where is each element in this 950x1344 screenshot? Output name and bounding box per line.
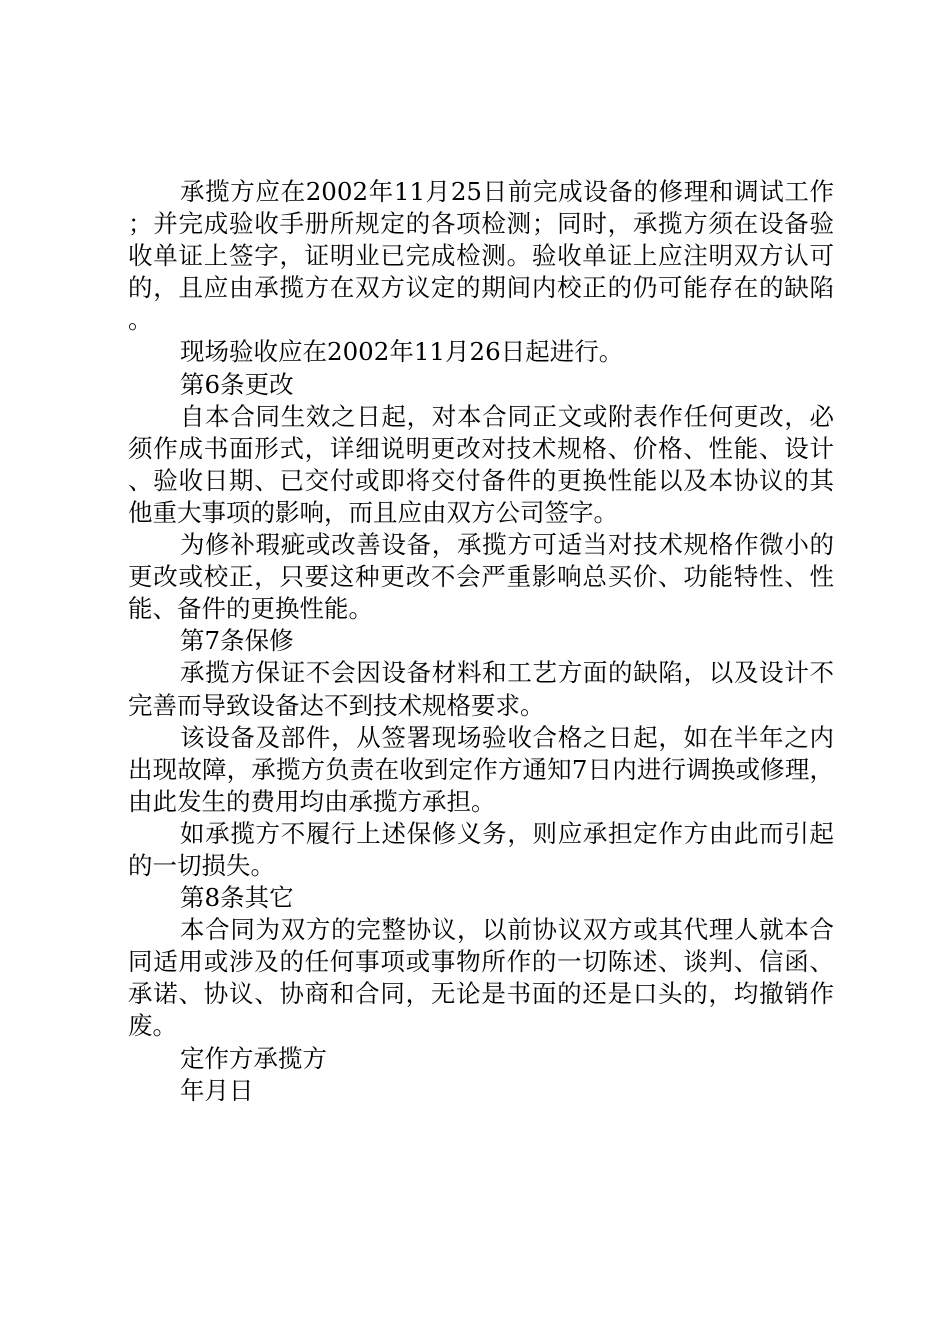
paragraph-minor-changes: 为修补瑕疵或改善设备，承揽方可适当对技术规格作微小的更改或校正，只要这种更改不会严重影响总买价、功能特性、性能、备件的更换性能。 [128, 530, 834, 624]
heading-article-6: 第6条更改 [180, 369, 294, 399]
signature-parties: 定作方承揽方 [180, 1043, 327, 1073]
paragraph-warranty-period: 该设备及部件，从签署现场验收合格之日起，如在半年之内出现故障，承揽方负责在收到定作方通知7日内进行调换或修理，由此发生的费用均由承揽方承担。 [128, 722, 834, 816]
paragraph-acceptance-deadline: 承揽方应在2002年11月25日前完成设备的修理和调试工作；并完成验收手册所规定的各项检测；同时，承揽方须在设备验收单证上签字，证明业已完成检测。验收单证上应注明双方认可的，且应由承揽方在双方议定的期间内校正的仍可能存在的缺陷。 [128, 177, 834, 335]
paragraph-warranty-liability: 如承揽方不履行上述保修义务，则应承担定作方由此而引起的一切损失。 [128, 818, 834, 880]
paragraph-entire-agreement: 本合同为双方的完整协议，以前协议双方或其代理人就本合同适用或涉及的任何事项或事物所作的一切陈述、谈判、信函、承诺、协议、协商和合同，无论是书面的还是口头的，均撤销作废。 [128, 915, 834, 1041]
paragraph-site-acceptance: 现场验收应在2002年11月26日起进行。 [180, 337, 624, 367]
document-body [128, 176, 834, 1107]
heading-article-7: 第7条保修 [180, 626, 294, 656]
paragraph-warranty-guarantee: 承揽方保证不会因设备材料和工艺方面的缺陷，以及设计不完善而导致设备达不到技术规格要求。 [128, 658, 834, 720]
paragraph-change-requirements: 自本合同生效之日起，对本合同正文或附表作任何更改，必须作成书面形式，详细说明更改对技术规格、价格、性能、设计、验收日期、已交付或即将交付备件的更换性能以及本协议的其他重大事项的影响，而且应由双方公司签字。 [128, 401, 834, 527]
signature-date: 年月日 [180, 1075, 254, 1105]
heading-article-8: 第8条其它 [180, 883, 294, 913]
